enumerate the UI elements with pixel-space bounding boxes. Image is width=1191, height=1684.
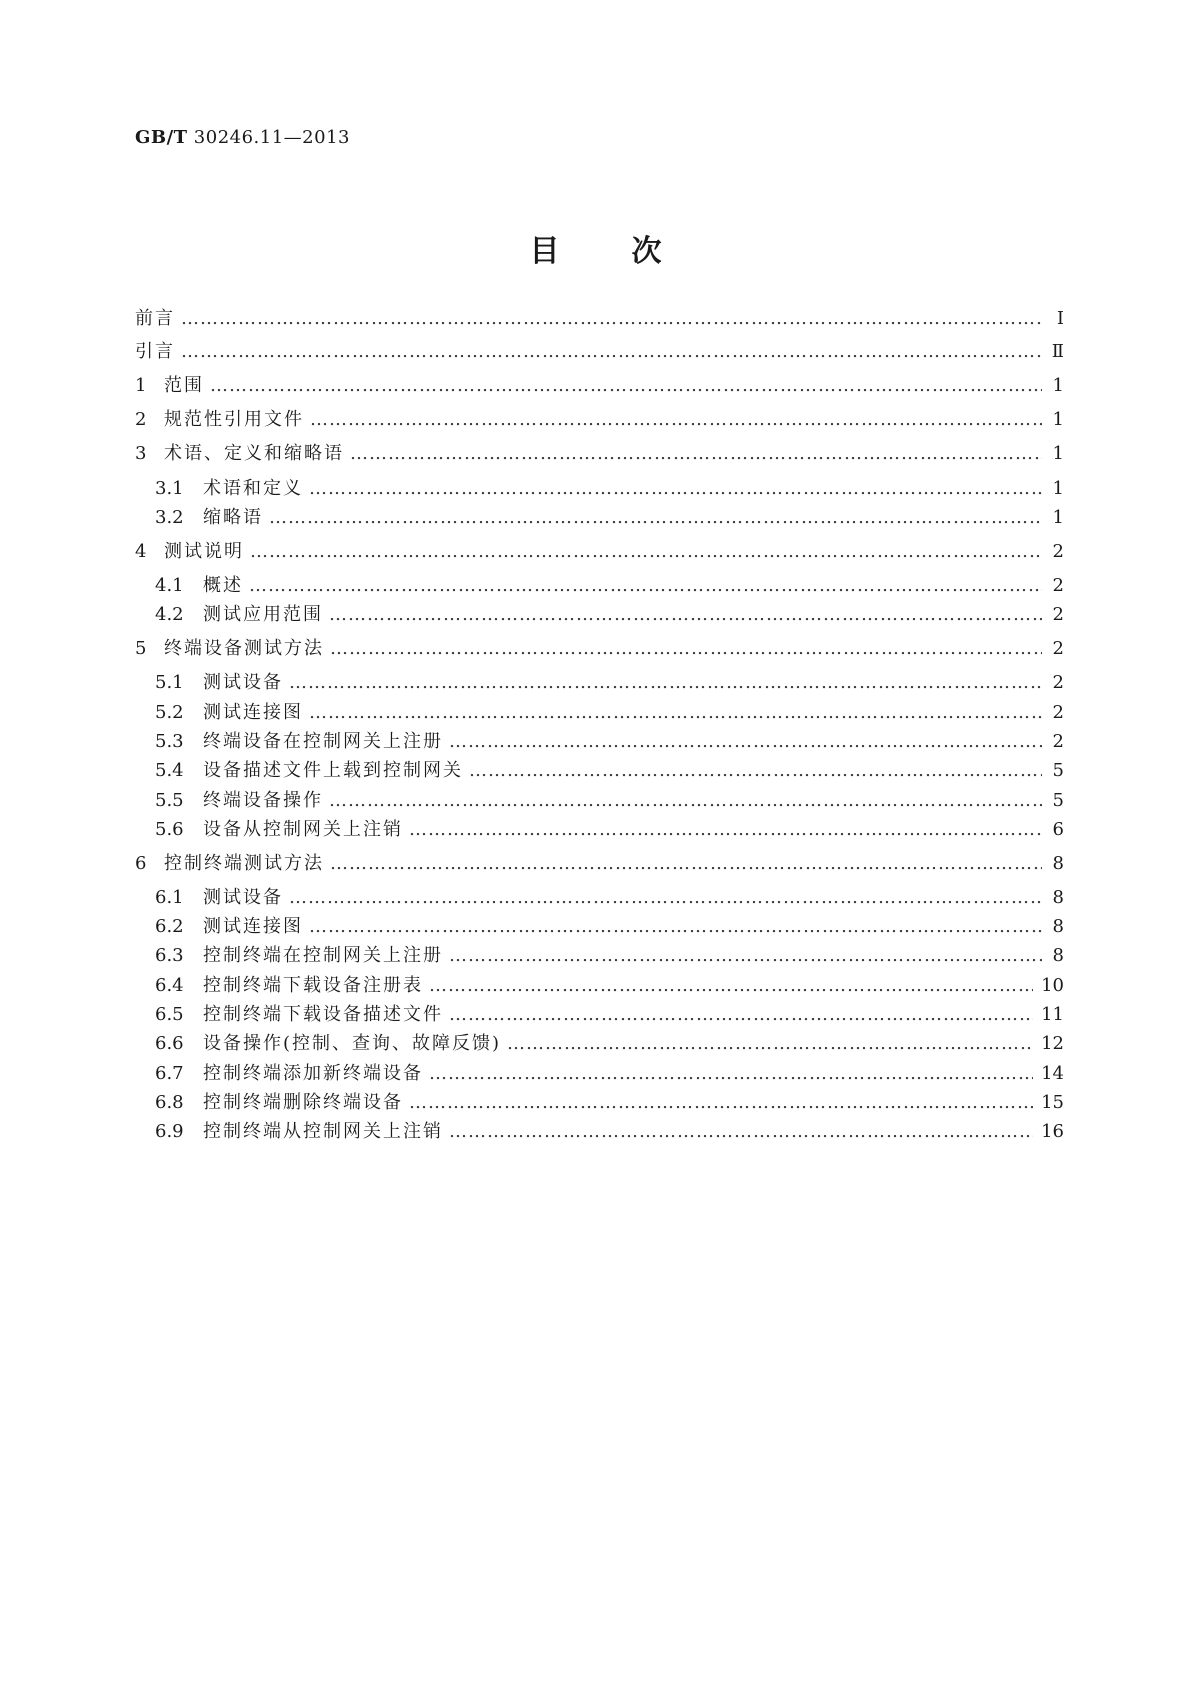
toc-dot-leader (309, 914, 1042, 940)
toc-dot-leader (429, 1061, 1033, 1087)
toc-entry[interactable] (155, 602, 1064, 628)
toc-entry[interactable] (155, 1090, 1064, 1116)
toc-entry-number: 3.1 (155, 478, 184, 499)
toc-dot-leader (330, 851, 1042, 877)
toc-entry-page: 2 (1052, 575, 1064, 596)
toc-entry-page: 1 (1052, 443, 1064, 464)
toc-entry-page: 14 (1041, 1063, 1064, 1084)
toc-entry-page: 15 (1041, 1092, 1064, 1113)
toc-entry-page: Ⅰ (1056, 308, 1064, 329)
toc-entry[interactable] (155, 817, 1064, 843)
toc-entry-title: 控制终端下载设备描述文件 (203, 1004, 443, 1025)
toc-entry[interactable] (155, 700, 1064, 726)
toc-dot-leader (310, 407, 1042, 433)
toc-entry-title: 控制终端删除终端设备 (203, 1092, 403, 1113)
toc-entry-page: 1 (1052, 409, 1064, 430)
toc-entry-page: 11 (1041, 1004, 1064, 1025)
toc-dot-leader (449, 729, 1042, 755)
toc-entry-page: 2 (1052, 541, 1064, 562)
toc-entry-page: 2 (1052, 672, 1064, 693)
toc-dot-leader (329, 788, 1042, 814)
toc-entry[interactable] (155, 973, 1064, 999)
toc-entry[interactable] (135, 636, 1064, 662)
toc-entry-number: 6.1 (155, 887, 184, 908)
toc-entry-page: 2 (1052, 604, 1064, 625)
toc-entry-page: 5 (1052, 790, 1064, 811)
toc-entry-title: 控制终端在控制网关上注册 (203, 945, 443, 966)
toc-entry[interactable] (135, 851, 1064, 877)
toc-dot-leader (250, 539, 1042, 565)
toc-entry-number: 1 (135, 375, 147, 396)
toc-entry-title: 术语和定义 (203, 478, 303, 499)
toc-entry-title: 设备描述文件上载到控制网关 (203, 760, 463, 781)
toc-entry-page: 1 (1052, 375, 1064, 396)
toc-entry-title: 控制终端下载设备注册表 (203, 975, 423, 996)
toc-entry-number: 6 (135, 853, 147, 874)
toc-entry-page: 8 (1052, 853, 1064, 874)
toc-entry[interactable] (155, 1031, 1064, 1057)
toc-entry-number: 5.1 (155, 672, 184, 693)
toc-dot-leader (350, 441, 1042, 467)
toc-entry-number: 5.3 (155, 731, 184, 752)
toc-entry-title: 测试设备 (203, 887, 283, 908)
toc-entry-title: 前言 (135, 308, 175, 329)
toc-entry-page: 12 (1041, 1033, 1064, 1054)
toc-entry-title: 概述 (203, 575, 243, 596)
toc-dot-leader (329, 602, 1042, 628)
toc-entry[interactable] (155, 788, 1064, 814)
toc-entry[interactable] (155, 729, 1064, 755)
toc-entry-title: 范围 (164, 375, 204, 396)
toc-entry-title: 术语、定义和缩略语 (164, 443, 344, 464)
toc-entry-number: 6.8 (155, 1092, 184, 1113)
toc-entry[interactable] (155, 670, 1064, 696)
toc-dot-leader (309, 700, 1042, 726)
toc-entry-title: 控制终端从控制网关上注销 (203, 1121, 443, 1142)
toc-entry-title: 终端设备操作 (203, 790, 323, 811)
toc-title: 目次 (529, 234, 734, 269)
toc-entry[interactable] (155, 943, 1064, 969)
toc-entry-number: 6.9 (155, 1121, 184, 1142)
toc-entry-page: 6 (1052, 819, 1064, 840)
toc-dot-leader (449, 1002, 1033, 1028)
toc-dot-leader (289, 670, 1042, 696)
toc-entry-page: Ⅱ (1051, 341, 1064, 362)
toc-entry-page: 16 (1041, 1121, 1064, 1142)
toc-entry-number: 4 (135, 541, 147, 562)
toc-entry-number: 4.2 (155, 604, 184, 625)
toc-entry[interactable] (155, 1061, 1064, 1087)
toc-entry-page: 5 (1052, 760, 1064, 781)
toc-dot-leader (507, 1031, 1033, 1057)
toc-entry[interactable] (135, 539, 1064, 565)
toc-dot-leader (429, 973, 1033, 999)
toc-entry[interactable] (135, 373, 1064, 399)
toc-entry-page: 8 (1052, 945, 1064, 966)
toc-entry[interactable] (135, 441, 1064, 467)
toc-entry-title: 测试应用范围 (203, 604, 323, 625)
toc-entry-number: 6.6 (155, 1033, 184, 1054)
toc-entry-title: 引言 (135, 341, 175, 362)
toc-dot-leader (469, 758, 1042, 784)
toc-entry[interactable] (135, 407, 1064, 433)
toc-entry[interactable] (155, 758, 1064, 784)
toc-entry-page: 2 (1052, 638, 1064, 659)
toc-entry-number: 2 (135, 409, 147, 430)
standard-code-number: 30246.11—2013 (193, 127, 350, 148)
toc-entry[interactable] (135, 339, 1064, 365)
toc-entry-title: 测试说明 (164, 541, 244, 562)
toc-entry-title: 规范性引用文件 (164, 409, 304, 430)
toc-entry-number: 5.2 (155, 702, 184, 723)
toc-entry-title: 设备操作(控制、查询、故障反馈) (203, 1033, 502, 1054)
toc-entry[interactable] (155, 914, 1064, 940)
standard-code-prefix: GB/T (135, 127, 188, 148)
toc-entry-title: 控制终端添加新终端设备 (203, 1063, 423, 1084)
toc-entry[interactable] (135, 306, 1064, 332)
toc-dot-leader (330, 636, 1042, 662)
toc-entry[interactable] (155, 573, 1064, 599)
toc-entry-number: 5.4 (155, 760, 184, 781)
toc-entry-number: 6.2 (155, 916, 184, 937)
toc-entry-title: 设备从控制网关上注销 (203, 819, 403, 840)
standard-code (135, 127, 350, 148)
toc-dot-leader (181, 339, 1042, 365)
toc-entry-page: 1 (1052, 478, 1064, 499)
toc-entry-page: 2 (1052, 731, 1064, 752)
toc-dot-leader (289, 885, 1042, 911)
toc-entry-title: 测试连接图 (203, 702, 303, 723)
toc-entry-number: 6.5 (155, 1004, 184, 1025)
toc-entry-title: 终端设备测试方法 (164, 638, 324, 659)
toc-dot-leader (269, 505, 1042, 531)
toc-dot-leader (210, 373, 1042, 399)
toc-dot-leader (249, 573, 1042, 599)
toc-entry-number: 6.7 (155, 1063, 184, 1084)
toc-entry-number: 6.3 (155, 945, 184, 966)
toc-dot-leader (449, 943, 1042, 969)
toc-entry-page: 2 (1052, 702, 1064, 723)
toc-entry[interactable] (155, 1119, 1064, 1145)
toc-dot-leader (409, 1090, 1033, 1116)
toc-entry-page: 1 (1052, 507, 1064, 528)
toc-entry-number: 4.1 (155, 575, 184, 596)
toc-entry[interactable] (155, 476, 1064, 502)
toc-entry[interactable] (155, 885, 1064, 911)
toc-entry-number: 3 (135, 443, 147, 464)
toc-entry-number: 3.2 (155, 507, 184, 528)
toc-entry-title: 控制终端测试方法 (164, 853, 324, 874)
toc-entry[interactable] (155, 505, 1064, 531)
toc-dot-leader (309, 476, 1042, 502)
toc-entry-title: 缩略语 (203, 507, 263, 528)
toc-entry-number: 5.5 (155, 790, 184, 811)
toc-dot-leader (449, 1119, 1033, 1145)
toc-entry-number: 5 (135, 638, 147, 659)
toc-entry-title: 测试设备 (203, 672, 283, 693)
toc-dot-leader (409, 817, 1042, 843)
toc-entry-page: 8 (1052, 887, 1064, 908)
toc-entry-number: 5.6 (155, 819, 184, 840)
toc-entry-number: 6.4 (155, 975, 184, 996)
toc-entry-page: 10 (1041, 975, 1064, 996)
toc-entry[interactable] (155, 1002, 1064, 1028)
toc-entry-title: 测试连接图 (203, 916, 303, 937)
toc-dot-leader (181, 306, 1042, 332)
toc-entry-title: 终端设备在控制网关上注册 (203, 731, 443, 752)
toc-entry-page: 8 (1052, 916, 1064, 937)
